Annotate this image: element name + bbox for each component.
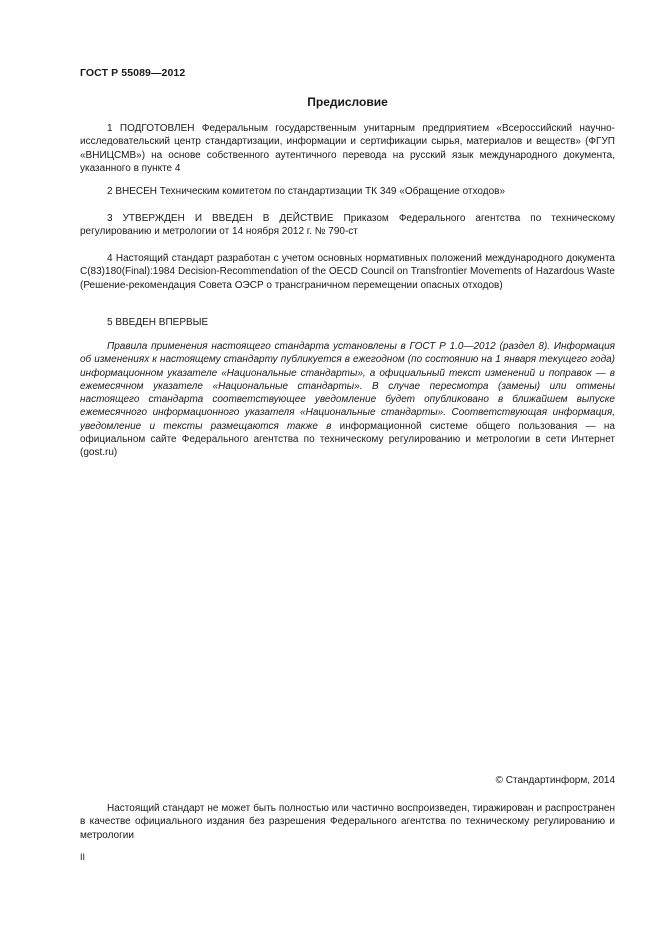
foreword-item-5: 5 ВВЕДЕН ВПЕРВЫЕ — [107, 317, 209, 328]
rules-note — [80, 340, 615, 460]
page-header: ГОСТ Р 55089—2012 — [80, 67, 186, 79]
reproduction-notice: Настоящий стандарт не может быть полностью или частично воспроизведен, тиражирован и распространен в качестве официального издания без разрешения Федерального агентства по техническому регулированию и метрологии — [80, 803, 615, 841]
page-number: II — [80, 852, 86, 862]
foreword-item-1: 1 ПОДГОТОВЛЕН Федеральным государственным унитарным предприятием «Всероссийский научно-исследовательский центр стандартизации, информации и сертификации сырья, материалов и веществ» (ФГУП «ВНИЦСМВ») на основе собственного аутентичного перевода на русский язык международного документа, указанного в пункте 4 — [80, 123, 615, 174]
foreword-item-2: 2 ВНЕСЕН Техническим комитетом по стандартизации ТК 349 «Обращение отходов» — [107, 186, 506, 197]
foreword-item-3: 3 УТВЕРЖДЕН И ВВЕДЕН В ДЕЙСТВИЕ Приказом Федерального агентства по техническому регулированию и метрологии от 14 ноября 2012 г. № 790-ст — [80, 213, 615, 238]
foreword-item-4: 4 Настоящий стандарт разработан с учетом основных нормативных положений международного документа С(83)180(Final):1984 Decision-Recommendation of the OECD Council on Transfrontier Movements of Hazardous Waste (Решение-рекомендация Совета ОЭСР о трансграничном перемещении опасных отходов) — [80, 253, 615, 291]
copyright: © Стандартинформ, 2014 — [495, 775, 615, 786]
page-title: Предисловие — [307, 95, 388, 109]
rules-note-regular: информационной системе общего пользования — на официальном сайте Федерального агентства по техническому регулированию и метрологии в сети Интернет (gost.ru) — [80, 420, 615, 459]
rules-note-italic: Правила применения настоящего стандарта установлены в ГОСТ Р 1.0—2012 (раздел 8). Информация об изменениях к настоящему стандарту публикуется в ежегодном (по состоянию на 1 января текущего года) информационном указателе «Национальные стандарты», а официальный текст изменений и поправок — в ежемесячном указателе «Национальные стандарты». В случае пересмотра (замены) или отмены настоящего стандарта соответствующее уведомление будет опубликовано в ближайшем выпуске ежемесячного информационного указателя «Национальные стандарты». Соответствующая информация, уведомление и тексты размещаются также в — [80, 341, 615, 432]
